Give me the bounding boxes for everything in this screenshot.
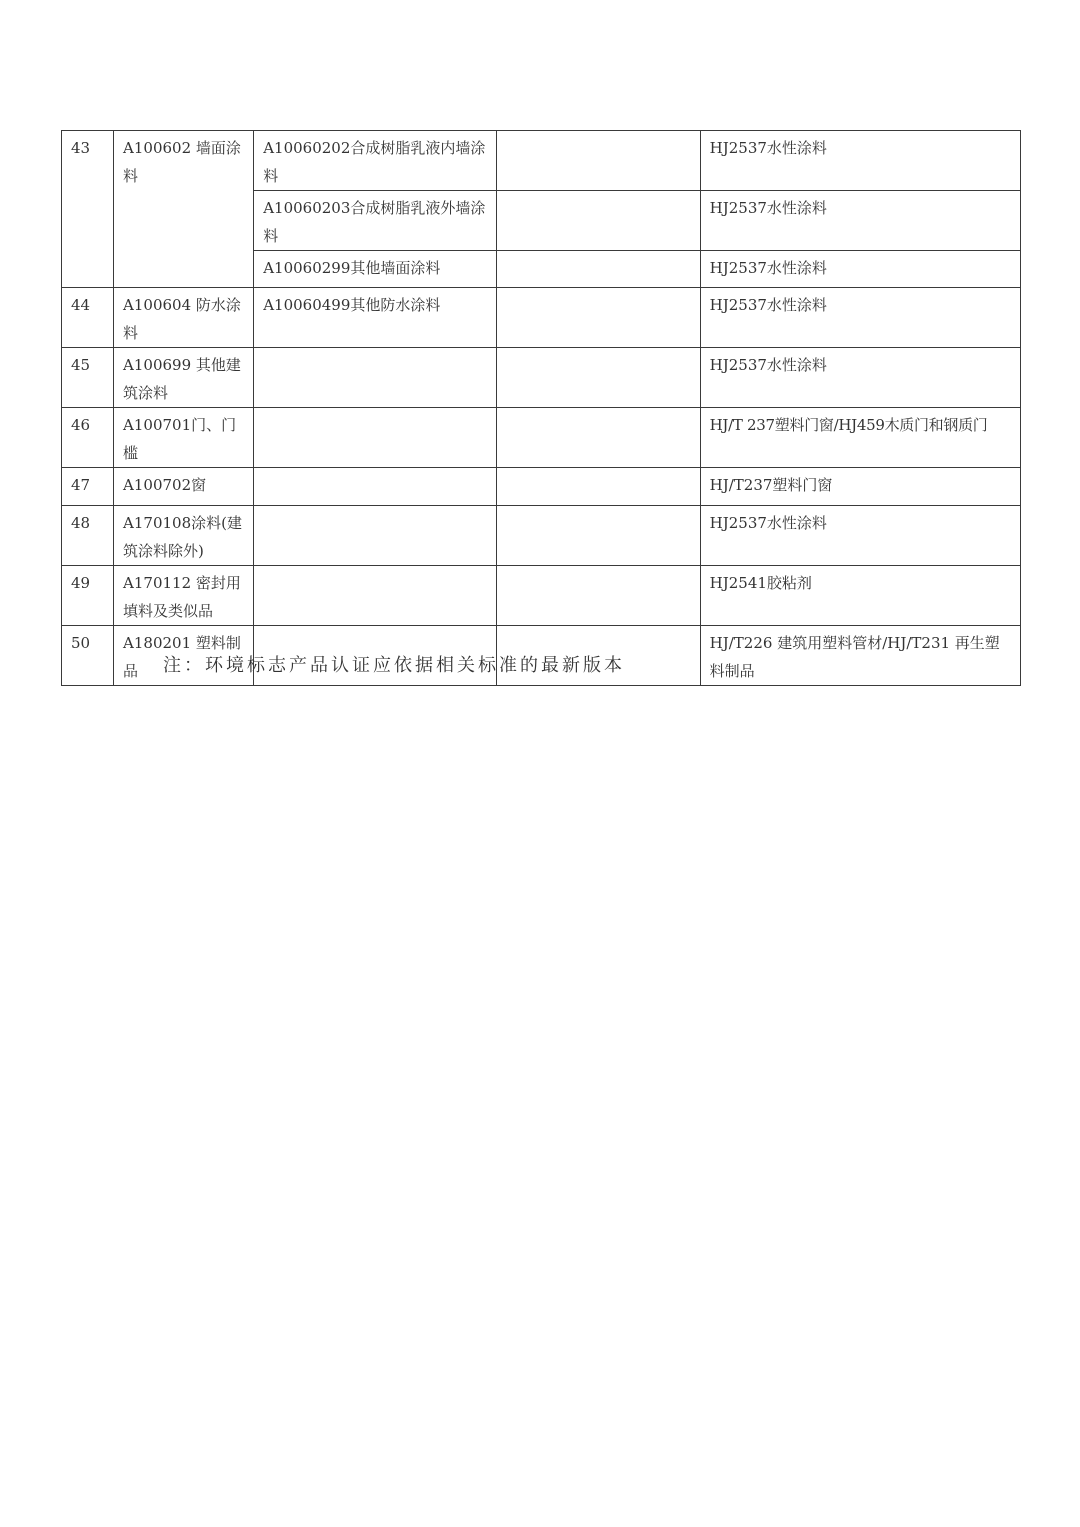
standard-ref: HJ/T237塑料门窗 <box>700 468 1020 506</box>
blank-cell <box>497 131 700 191</box>
blank-cell <box>497 191 700 251</box>
blank-cell <box>497 506 700 566</box>
row-number: 50 <box>62 626 114 686</box>
sub-category <box>254 348 497 408</box>
product-code: A100604 防水涂料 <box>114 288 254 348</box>
row-number: 49 <box>62 566 114 626</box>
row-number: 46 <box>62 408 114 468</box>
blank-cell <box>497 408 700 468</box>
sub-category: A10060299其他墙面涂料 <box>254 251 497 288</box>
product-code: A100699 其他建筑涂料 <box>114 348 254 408</box>
sub-category: A10060499其他防水涂料 <box>254 288 497 348</box>
sub-category: A10060203合成树脂乳液外墙涂料 <box>254 191 497 251</box>
table-row <box>62 348 1021 408</box>
standard-ref: HJ2537水性涂料 <box>700 348 1020 408</box>
product-code: A100701门、门槛 <box>114 408 254 468</box>
table-row <box>62 506 1021 566</box>
table-row <box>62 566 1021 626</box>
row-number: 45 <box>62 348 114 408</box>
blank-cell <box>497 468 700 506</box>
table-row <box>62 468 1021 506</box>
sub-category <box>254 408 497 468</box>
product-code: A100602 墙面涂料 <box>114 131 254 288</box>
blank-cell <box>497 288 700 348</box>
standard-ref: HJ2541胶粘剂 <box>700 566 1020 626</box>
table-row <box>62 288 1021 348</box>
product-code: A180201 塑料制品 <box>114 626 254 686</box>
standard-ref: HJ2537水性涂料 <box>700 288 1020 348</box>
standard-ref: HJ/T 237塑料门窗/HJ459木质门和钢质门 <box>700 408 1020 468</box>
standard-ref: HJ2537水性涂料 <box>700 506 1020 566</box>
blank-cell <box>497 251 700 288</box>
blank-cell <box>497 566 700 626</box>
row-number: 43 <box>62 131 114 288</box>
footnote: 注：环境标志产品认证应依据相关标准的最新版本 <box>163 655 625 676</box>
standard-ref: HJ/T226 建筑用塑料管材/HJ/T231 再生塑料制品 <box>700 626 1020 686</box>
sub-category <box>254 506 497 566</box>
sub-category <box>254 468 497 506</box>
table-row <box>62 408 1021 468</box>
row-number: 48 <box>62 506 114 566</box>
product-code: A170108涂料(建筑涂料除外) <box>114 506 254 566</box>
standard-ref: HJ2537水性涂料 <box>700 131 1020 191</box>
row-number: 47 <box>62 468 114 506</box>
product-code: A170112 密封用填料及类似品 <box>114 566 254 626</box>
row-number: 44 <box>62 288 114 348</box>
standards-table <box>61 130 1021 686</box>
product-code: A100702窗 <box>114 468 254 506</box>
sub-category <box>254 566 497 626</box>
blank-cell <box>497 348 700 408</box>
table-row <box>62 131 1021 191</box>
standard-ref: HJ2537水性涂料 <box>700 191 1020 251</box>
sub-category: A10060202合成树脂乳液内墙涂料 <box>254 131 497 191</box>
standard-ref: HJ2537水性涂料 <box>700 251 1020 288</box>
